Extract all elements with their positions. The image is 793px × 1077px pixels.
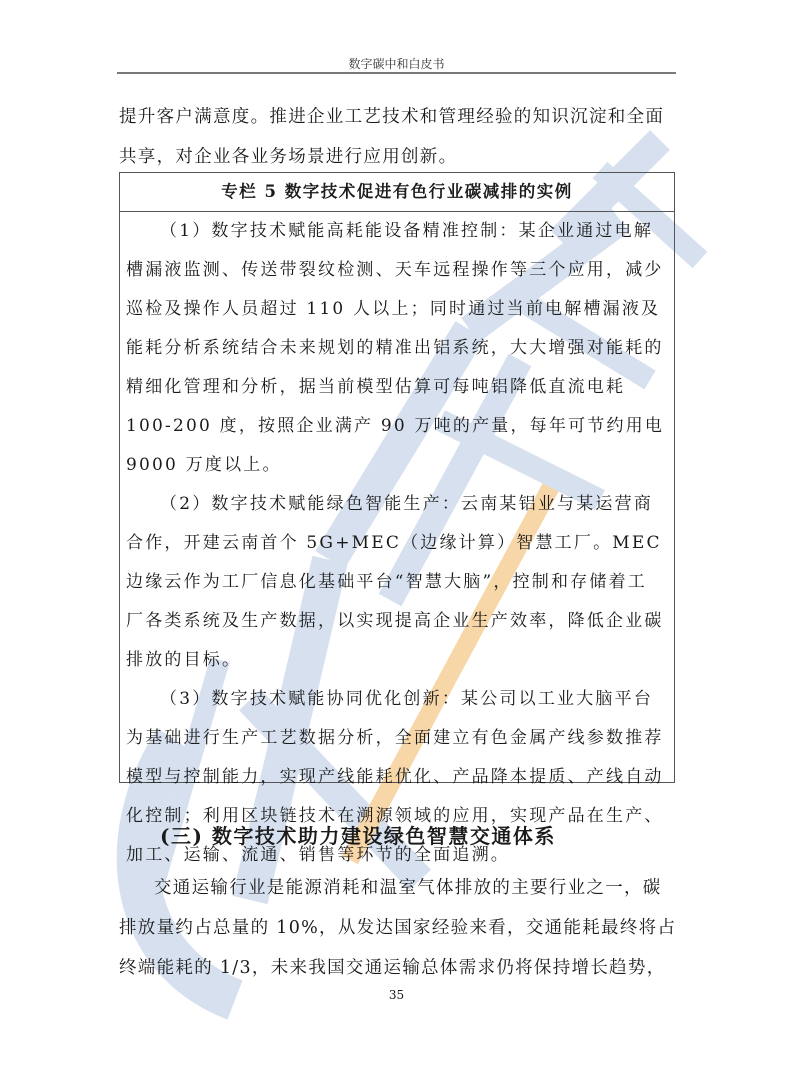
running-header: 数字碳中和白皮书 bbox=[348, 57, 445, 71]
section-heading: (三) 数字技术助力建设绿色智慧交通体系 bbox=[160, 824, 556, 848]
box-item-1: （1）数字技术赋能高耗能设备精准控制：某企业通过电解槽漏液监测、传送带裂纹检测、天车远程操作等三个应用，减少巡检及操作人员超过 110 人以上；同时通过当前电解槽漏液及能耗分析系统结合未来规划的精准出铝系统，大大增强对能耗的精细化管理和分析，据当前模型估算可每吨铝降低直流电耗 100-200 度，按照企业满产 90 万吨的产量，每年可节约用电 9000 万度以上。 bbox=[126, 221, 665, 475]
intro-paragraph: 提升客户满意度。推进企业工艺技术和管理经验的知识沉淀和全面共享，对企业各业务场景进行应用创新。 bbox=[119, 107, 665, 167]
box-item-3: （3）数字技术赋能协同优化创新：某公司以工业大脑平台为基础进行生产工艺数据分析，全面建立有色金属产线参数推荐模型与控制能力，实现产线能耗优化、产品降本提质、产线自动化控制；利用区块链技术在溯源领域的应用，实现产品在生产、加工、运输、流通、销售等环节的全面追溯。 bbox=[126, 689, 664, 865]
box-body bbox=[120, 212, 674, 875]
box-item-2: （2）数字技术赋能绿色智能生产：云南某铝业与某运营商合作，开建云南首个 5G+MEC（边缘计算）智慧工厂。MEC 边缘云作为工厂信息化基础平台“智慧大脑”，控制和存储着工厂各类系统及生产数据，以实现提高企业生产效率，降低企业碳排放的目标。 bbox=[126, 494, 664, 670]
header-rule bbox=[117, 72, 676, 74]
box-title: 专栏 5 数字技术促进有色行业碳减排的实例 bbox=[120, 173, 674, 212]
page-number: 35 bbox=[388, 988, 405, 1002]
section-paragraph: 交通运输行业是能源消耗和温室气体排放的主要行业之一，碳排放量约占总量的 10%，从发达国家经验来看，交通能耗最终将占终端能耗的 1/3，未来我国交通运输总体需求仍将保持增长趋势， bbox=[119, 878, 677, 978]
